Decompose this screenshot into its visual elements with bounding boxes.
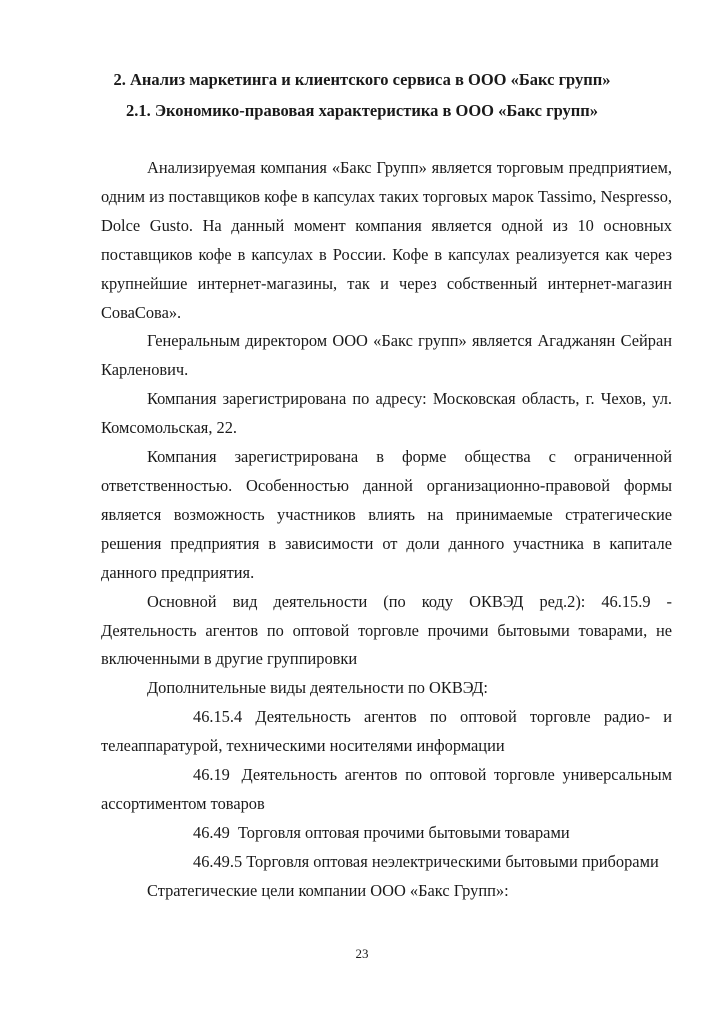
paragraph-main-activity: Основной вид деятельности (по коду ОКВЭД ред.2): 46.15.9 - Деятельность агентов по оптовой торговле прочими бытовыми товарами, не включенными в другие группировки (101, 591, 672, 669)
activity-item (101, 703, 672, 761)
activity-text: Торговля оптовая неэлектрическими бытовыми приборами (246, 851, 659, 871)
activity-text: Деятельность агентов по оптовой торговле радио- и телеаппаратурой, техническими носителями информации (101, 707, 672, 756)
subsection-heading: 2.1. Экономико-правовая характеристика в ООО «Бакс групп» (125, 101, 599, 120)
page-number: 23 (355, 946, 369, 961)
activity-code: 46.19 (193, 765, 230, 785)
paragraph-director: Генеральным директором ООО «Бакс групп» является Агаджанян Сейран Карленович. (101, 331, 672, 380)
activity-text: Торговля оптовая прочими бытовыми товарами (238, 822, 570, 842)
activity-item (101, 819, 672, 848)
activity-item (101, 848, 672, 877)
paragraph-legal-form: Компания зарегистрирована в форме общества с ограниченной ответственностью. Особенностью данной организационно-правовой формы является возможность участников влиять на принимаемые стратегические решения предприятия в зависимости от доли данного участника в капитале данного предприятия. (101, 447, 672, 582)
paragraph-address: Компания зарегистрирована по адресу: Московская область, г. Чехов, ул. Комсомольская, 22. (101, 389, 672, 438)
activity-text: Деятельность агентов по оптовой торговле универсальным ассортиментом товаров (101, 765, 672, 813)
paragraph-additional-activities: Дополнительные виды деятельности по ОКВЭД: (147, 678, 488, 698)
activity-code: 46.15.4 (193, 707, 243, 727)
paragraph-strategic-goals: Стратегические цели компании ООО «Бакс Групп»: (147, 880, 509, 900)
paragraph-company-description: Анализируемая компания «Бакс Групп» является торговым предприятием, одним из поставщиков кофе в капсулах таких торговых марок Tassimo, Nespresso, Dolce Gusto. На данный момент компания является одной из 10 основных поставщиков кофе в капсулах в России. Кофе в капсулах реализуется как через крупнейшие интернет-магазины, так и через собственный интернет-магазин СоваСова». (101, 158, 672, 322)
activity-code: 46.49 (193, 822, 230, 842)
section-heading: 2. Анализ маркетинга и клиентского сервиса в ООО «Бакс групп» (113, 70, 611, 89)
activity-code: 46.49.5 (193, 851, 243, 871)
activity-item (101, 761, 672, 819)
body-text (101, 154, 672, 906)
